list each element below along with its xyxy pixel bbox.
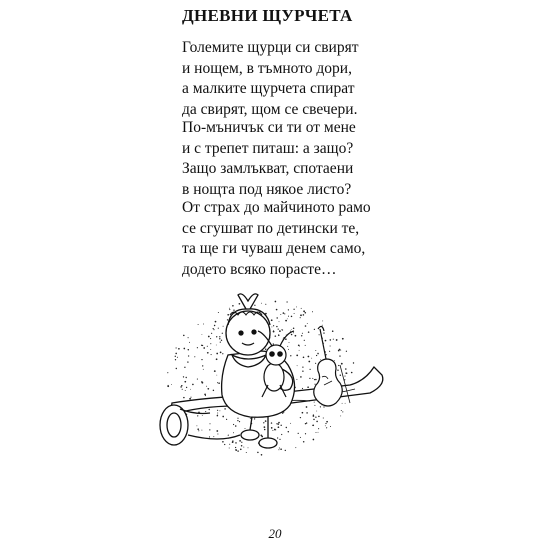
poem-line: Защо замлъкват, спотаени (182, 160, 354, 177)
poem-line: От страх до майчиното рамо (182, 199, 371, 216)
poem-line: та ще ги чуваш денем само, (182, 240, 366, 257)
poem-line: в нощта под някое листо? (182, 180, 352, 198)
poem-line: Големите щурци си свирят (182, 39, 359, 56)
poem-title: ДНЕВНИ ЩУРЧЕТА (182, 6, 353, 25)
poem-line: да свирят, щом се свечери. (182, 100, 358, 118)
poem-line: По-мъничък си ти от мене (182, 119, 356, 136)
poem-line: се сгушват по детински те, (182, 219, 360, 237)
poem-line: и нощем, в тъмното дори, (182, 59, 352, 77)
poem-line: додето всяко порасте… (182, 260, 337, 278)
stanza-1 (182, 38, 359, 120)
stanza-3 (182, 198, 371, 280)
poem-line: а малките щурчета спират (182, 80, 355, 97)
poem-line: и с трепет питаш: а защо? (182, 139, 354, 157)
illustration (150, 285, 400, 475)
page-number: 20 (268, 526, 282, 541)
stanza-2 (182, 118, 356, 200)
